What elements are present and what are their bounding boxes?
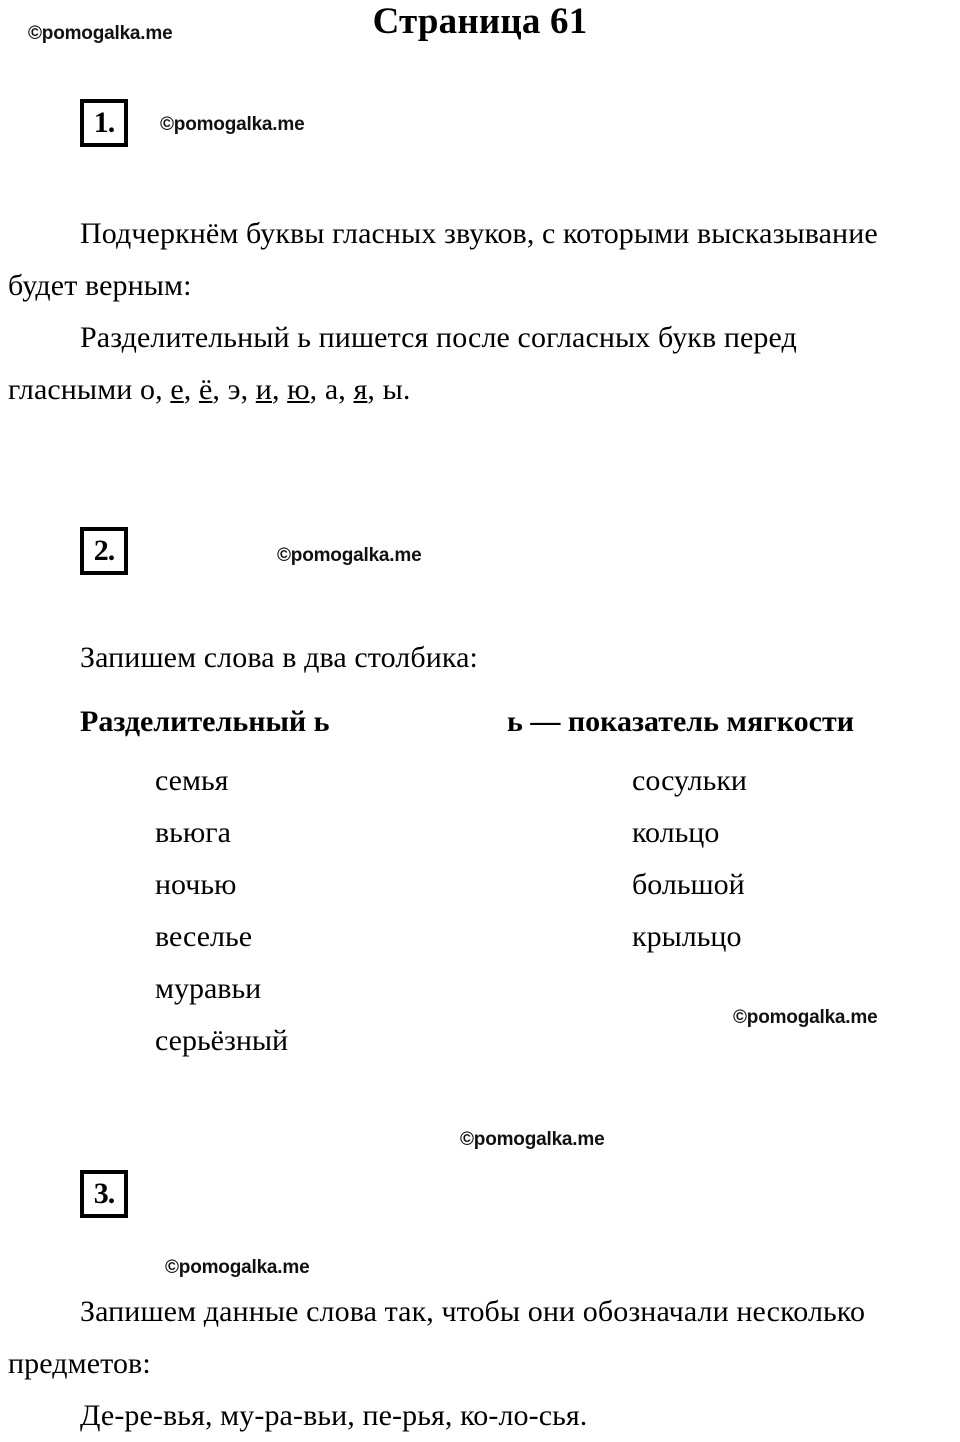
vowel-letter-underlined: и [255, 373, 272, 406]
separator: , [309, 373, 325, 406]
exercise-number-3: 3. [80, 1170, 128, 1218]
watermark: ©pomogalka.me [28, 23, 173, 44]
separator: , [240, 373, 256, 406]
vowel-letter: а [324, 373, 339, 406]
vowel-letter-underlined: я [353, 373, 368, 406]
column-header-separating-soft-sign: Разделительный ь [80, 705, 330, 738]
vowel-letter-underlined: ё [198, 373, 213, 406]
exercise-2-intro: Запишем слова в два столбика: [80, 641, 478, 674]
vowel-letter: ы [382, 373, 403, 406]
exercise-number-1: 1. [80, 99, 128, 147]
page-title: Страница 61 [372, 1, 588, 42]
list-item: серьёзный [155, 1024, 289, 1057]
list-item: крыльцо [632, 920, 742, 953]
list-item: большой [632, 868, 745, 901]
vowel-letter-underlined: е [170, 373, 184, 406]
separator: , [183, 373, 199, 406]
separator: , [271, 373, 288, 406]
list-item: муравьи [155, 972, 262, 1005]
separator: , [212, 373, 228, 406]
exercise-1-paragraph-2 [8, 312, 908, 416]
watermark: ©pomogalka.me [160, 114, 305, 135]
word-list-left [155, 755, 288, 1067]
rule-text: Разделительный ь пишется после согласных букв перед гласными [8, 321, 797, 406]
vowel-letter: э [227, 373, 241, 406]
list-item: веселье [155, 920, 253, 953]
sentence-period: . [402, 373, 411, 406]
vowel-letter: о [140, 373, 156, 406]
column-header-softness-marker: ь — показатель мягкости [507, 705, 855, 738]
list-item: кольцо [632, 816, 720, 849]
separator: , [338, 373, 354, 406]
watermark: ©pomogalka.me [460, 1129, 605, 1150]
list-item: семья [155, 764, 229, 797]
separator: , [367, 373, 383, 406]
watermark: ©pomogalka.me [165, 1257, 310, 1278]
list-item: ночью [155, 868, 237, 901]
exercise-1-paragraph-1: Подчеркнём буквы гласных звуков, с которыми высказывание будет верным: [8, 217, 878, 302]
exercise-3-paragraph-1: Запишем данные слова так, чтобы они обозначали несколько предметов: [8, 1295, 866, 1380]
vowel-letter-underlined: ю [287, 373, 310, 406]
separator: , [155, 373, 171, 406]
watermark: ©pomogalka.me [733, 1007, 878, 1028]
list-item: сосульки [632, 764, 747, 797]
list-item: вьюга [155, 816, 231, 849]
exercise-3-paragraph-2: Де-ре-вья, му-ра-вьи, пе-рья, ко-ло-сья. [80, 1399, 588, 1432]
word-list-right [632, 755, 747, 963]
exercise-number-2: 2. [80, 527, 128, 575]
watermark: ©pomogalka.me [277, 545, 422, 566]
